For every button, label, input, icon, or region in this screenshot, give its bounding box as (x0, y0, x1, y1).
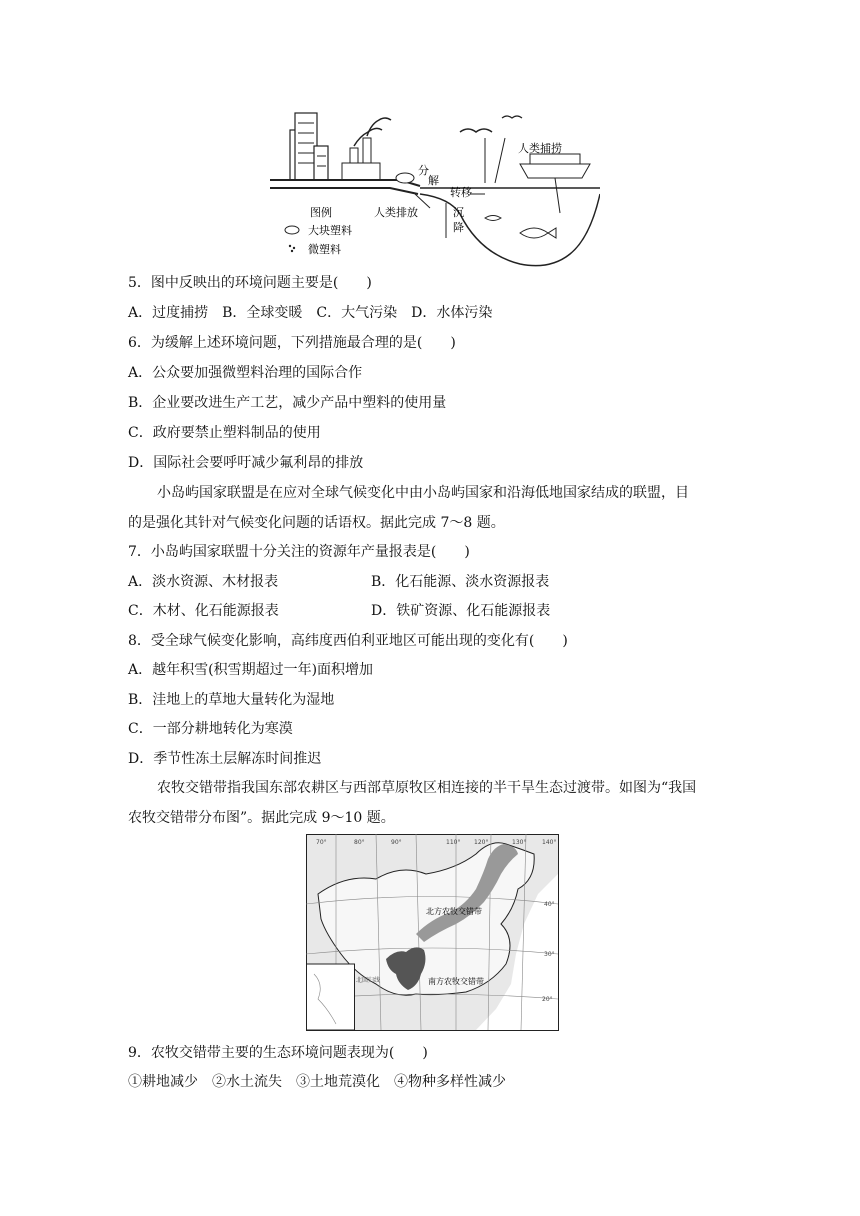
lon-label-130: 130° (512, 839, 527, 846)
q6-stem: 6．为缓解上述环境问题，下列措施最合理的是( ) (128, 335, 456, 351)
q9-options: ①耕地减少 ②水土流失 ③土地荒漠化 ④物种多样性减少 (128, 1074, 506, 1090)
label-fenjie-2: 解 (428, 174, 439, 187)
q8-stem: 8．受全球气候变化影响，高纬度西伯利亚地区可能出现的变化有( ) (128, 633, 568, 649)
lon-label-140: 140° (542, 839, 557, 846)
label-zhuanyi: 转移 (450, 186, 472, 199)
lon-label-70: 70° (316, 839, 327, 846)
q8-option-b: B．洼地上的草地大量转化为湿地 (128, 692, 335, 708)
lon-label-90: 90° (391, 839, 402, 846)
lat-label-30: 30° (544, 951, 555, 958)
q6-option-d: D．国际社会要呼吁减少氟利昂的排放 (128, 455, 364, 471)
lat-label-20: 20° (542, 996, 553, 1003)
legend-micro: 微塑料 (308, 243, 341, 256)
north-belt-label: 北方农牧交错带 (426, 907, 482, 916)
q7-option-c: C．木材、化石能源报表 (128, 603, 279, 619)
q7-stem: 7．小岛屿国家联盟十分关注的资源年产量报表是( ) (128, 544, 470, 560)
label-bubu: 人类捕捞 (518, 142, 562, 155)
label-jiang: 降 (453, 221, 464, 234)
q7-option-b: B．化石能源、淡水资源报表 (371, 574, 550, 590)
lon-label-110: 110° (446, 839, 461, 846)
legend-title: 图例 (310, 206, 332, 219)
legend-big: 大块塑料 (308, 224, 352, 237)
q8-option-d: D．季节性冻土层解冻时间推迟 (128, 751, 322, 767)
intro-9-10-line2: 农牧交错带分布图”。据此完成 9～10 题。 (128, 810, 395, 826)
intro-7-8-line2: 的是强化其针对气候变化问题的话语权。据此完成 7～8 题。 (128, 515, 505, 531)
q6-option-b: B．企业要改进生产工艺，减少产品中塑料的使用量 (128, 395, 447, 411)
lat-label-40: 40° (544, 901, 555, 908)
lon-label-80: 80° (354, 839, 365, 846)
q6-option-a: A．公众要加强微塑料治理的国际合作 (128, 365, 363, 381)
q8-option-a: A．越年积雪(积雪期超过一年)面积增加 (128, 662, 374, 678)
label-paifang: 人类排放 (374, 206, 418, 219)
intro-9-10-line1: 农牧交错带指我国东部农耕区与西部草原牧区相连接的半干旱生态过渡带。如图为“我国 (157, 780, 697, 796)
q5-stem: 5．图中反映出的环境问题主要是( ) (128, 275, 372, 291)
q9-stem: 9．农牧交错带主要的生态环境问题表现为( ) (128, 1045, 428, 1061)
q6-option-c: C．政府要禁止塑料制品的使用 (128, 425, 321, 441)
south-belt-label: 南方农牧交错带 (428, 977, 484, 986)
agro-pastoral-map (306, 834, 559, 1031)
pollution-diagram (270, 108, 600, 268)
label-fenjie: 分 (418, 164, 429, 177)
tropic-label: 北回归线 (356, 977, 381, 984)
q7-option-a: A．淡水资源、木材报表 (128, 574, 279, 590)
label-chen: 沉 (453, 206, 464, 219)
q8-option-c: C．一部分耕地转化为寒漠 (128, 721, 293, 737)
intro-7-8-line1: 小岛屿国家联盟是在应对全球气候变化中由小岛屿国家和沿海低地国家结成的联盟，目 (157, 485, 689, 501)
lon-label-120: 120° (474, 839, 489, 846)
q5-options: A．过度捕捞 B．全球变暖 C．大气污染 D．水体污染 (128, 305, 493, 321)
q7-option-d: D．铁矿资源、化石能源报表 (371, 603, 551, 619)
